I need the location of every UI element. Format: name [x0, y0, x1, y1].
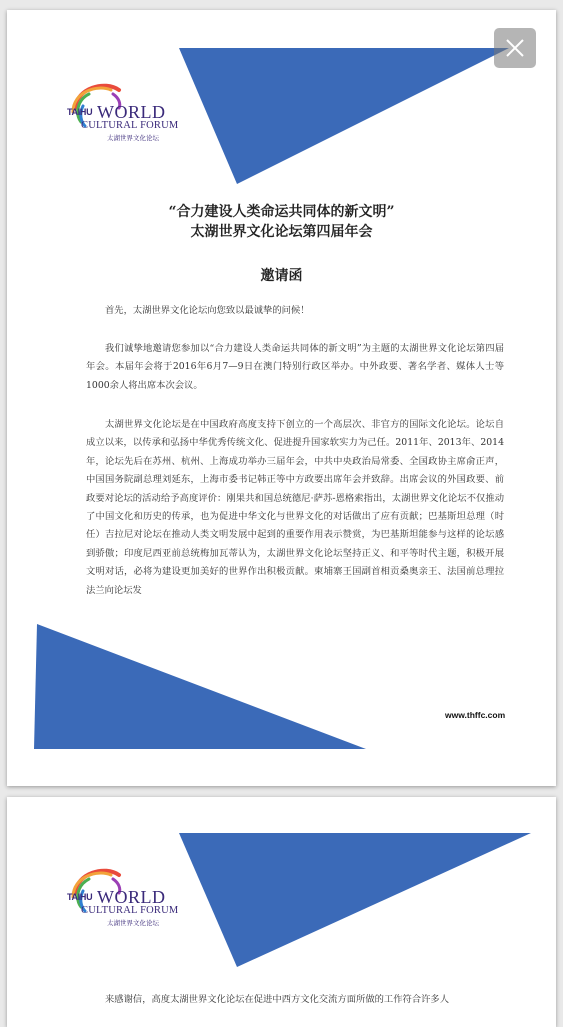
intro-paragraph: 我们诚挚地邀请您参加以“合力建设人类命运共同体的新文明”为主题的太湖世界文化论坛第四届年会。本届年会将于2016年6月7—9日在澳门特别行政区举办。中外政要、著名学者、媒体人士等1000余人将出席本次会议。: [86, 343, 504, 391]
letter-title-line1: “合力建设人类命运共同体的新文明”: [168, 204, 395, 220]
logo-chinese-name: 太湖世界文化论坛: [107, 134, 159, 142]
logo-prefix: TAIHU: [67, 107, 93, 117]
logo-prefix: TAIHU: [67, 892, 93, 902]
logo-word-world: WORLD: [97, 102, 166, 122]
document-page-1: [7, 10, 556, 786]
close-button[interactable]: [494, 28, 536, 68]
greeting-paragraph: 首先，太湖世界文化论坛向您致以最诚挚的问候！: [105, 305, 310, 316]
history-paragraph: 太湖世界文化论坛是在中国政府高度支持下创立的一个高层次、非官方的国际文化论坛。论坛自成立以来，以传承和弘扬中华优秀传统文化、促进提升国家软实力为己任。2011年、2013年、2014年，论坛先后在苏州、杭州、上海成功举办三届年会，中共中央政治局常委、全国政协主席俞正声，中国国务院副总理刘延东，上海市委书记韩正等中方政要出席年会并致辞。出席会议的外国政要、前政要对论坛的活动给予高度评价：刚果共和国总统德尼·萨苏-恩格索指出，太湖世界文化论坛不仅推动了中国文化和历史的传承，也为促进中华文化与世界文化的对话做出了应有贡献；巴基斯坦总理（时任）吉拉尼对论坛在推动人类文明发展中起到的重要作用表示赞赏，为巴基斯坦能参与这样的论坛感到骄傲；印度尼西亚前总统梅加瓦蒂认为，太湖世界文化论坛坚持正义、和平等时代主题，积极开展文明对话，必将为建设更加美好的世界作出积极贡献。柬埔寨王国副首相贡桑奥亲王、法国前总理拉法兰向论坛发: [86, 419, 504, 596]
letter-subtitle: 邀请函: [260, 268, 303, 284]
letter-title-line2: 太湖世界文化论坛第四届年会: [190, 224, 373, 240]
website-url[interactable]: www.thffc.com: [445, 710, 506, 720]
decorative-bottom-triangle: [34, 624, 366, 749]
decorative-top-triangle: [179, 48, 509, 184]
document-page-2: [7, 797, 556, 1027]
decorative-top-triangle-page2: [179, 833, 531, 967]
continued-paragraph: 来感谢信，高度太湖世界文化论坛在促进中西方文化交流方面所做的工作符合许多人: [105, 994, 449, 1005]
logo-word-world: WORLD: [97, 887, 166, 907]
logo-chinese-name: 太湖世界文化论坛: [107, 919, 159, 927]
logo-word-forum: CULTURAL FORUM: [81, 905, 179, 916]
forum-logo: [61, 78, 181, 148]
logo-word-forum: CULTURAL FORUM: [81, 120, 179, 131]
forum-logo-page2: [61, 863, 181, 933]
close-icon: [504, 37, 526, 59]
